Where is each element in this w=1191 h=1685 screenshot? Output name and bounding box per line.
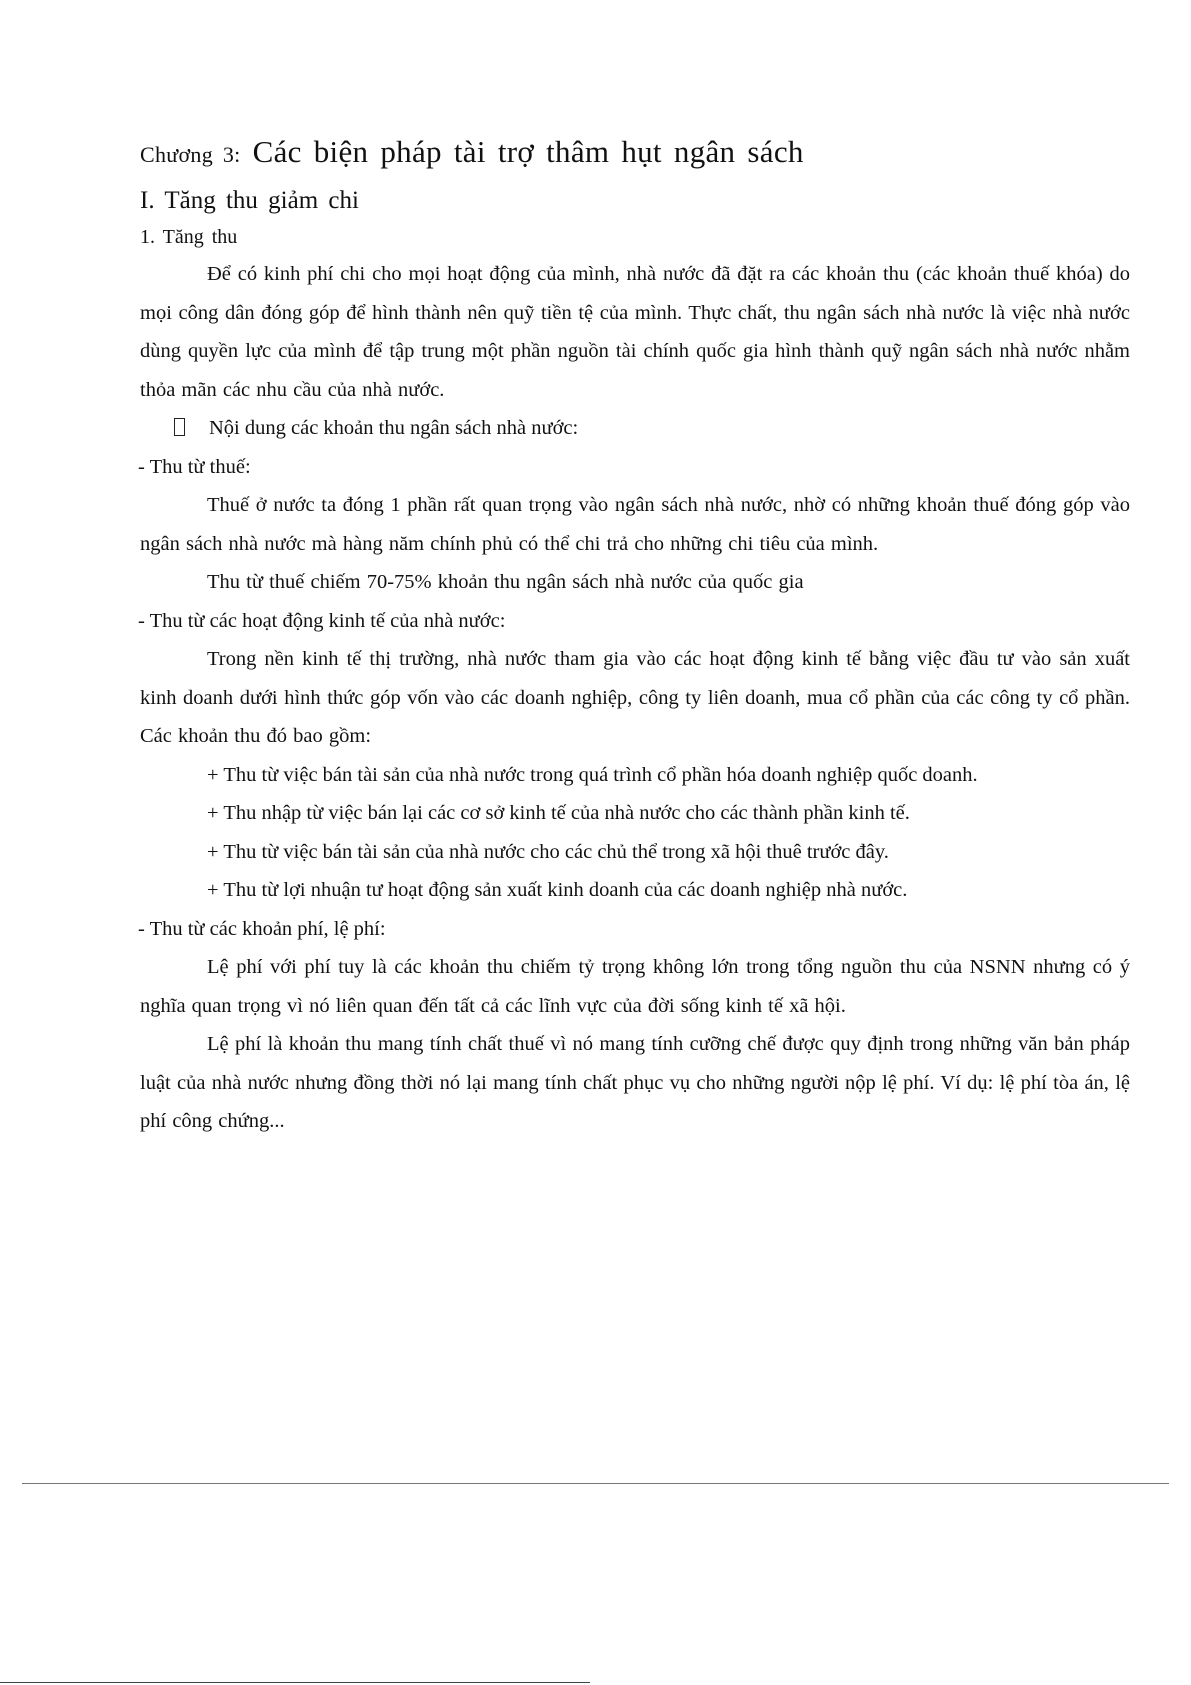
subsection-title: 1. Tăng thu: [140, 226, 238, 248]
economic-list-item: + Thu từ việc bán tài sản của nhà nước cho các chủ thể trong xã hội thuê trước đây.: [207, 840, 889, 863]
chapter-title-text: Các biện pháp tài trợ thâm hụt ngân sách: [252, 134, 804, 169]
bullet-item: [174, 409, 1130, 448]
economic-heading: - Thu từ các hoạt động kinh tế của nhà nước:: [138, 609, 506, 632]
fee-heading: - Thu từ các khoản phí, lệ phí:: [138, 917, 386, 940]
tax-paragraph-1: Thuế ở nước ta đóng 1 phần rất quan trọng vào ngân sách nhà nước, nhờ có những khoản thuế đóng góp vào ngân sách nhà nước mà hàng năm chính phủ có thể chi trả cho những chi tiêu của mình.: [140, 494, 1130, 555]
document-body: [140, 128, 1130, 1141]
economic-paragraph: Trong nền kinh tế thị trường, nhà nước tham gia vào các hoạt động kinh tế bằng việc đầu tư vào sản xuất kinh doanh dưới hình thức góp vốn vào các doanh nghiệp, công ty liên doanh, mua cổ phần của các công ty cổ phần. Các khoản thu đó bao gồm:: [140, 648, 1130, 747]
chapter-prefix: Chương 3:: [140, 142, 241, 167]
fee-paragraph-2: Lệ phí là khoản thu mang tính chất thuế vì nó mang tính cưỡng chế được quy định trong những văn bản pháp luật của nhà nước nhưng đồng thời nó lại mang tính chất phục vụ cho những người nộp lệ phí. Ví dụ: lệ phí tòa án, lệ phí công chứng...: [140, 1033, 1130, 1132]
bullet-text: Nội dung các khoản thu ngân sách nhà nước:: [209, 417, 579, 439]
section-title: I. Tăng thu giảm chi: [140, 187, 359, 214]
economic-list-item: + Thu từ lợi nhuận tư hoạt động sản xuất kinh doanh của các doanh nghiệp nhà nước.: [207, 879, 908, 901]
fee-paragraph-1: Lệ phí với phí tuy là các khoản thu chiếm tỷ trọng không lớn trong tổng nguồn thu của NSNN nhưng có ý nghĩa quan trọng vì nó liên quan đến tất cả các lĩnh vực của đời sống kinh tế xã hội.: [140, 956, 1130, 1017]
footnote-rule: [0, 1682, 590, 1683]
bullet-box-icon: [174, 418, 185, 436]
economic-list-item: + Thu nhập từ việc bán lại các cơ sở kinh tế của nhà nước cho các thành phần kinh tế.: [207, 802, 910, 824]
chapter-title: [140, 128, 1130, 179]
tax-paragraph-2: Thu từ thuế chiếm 70-75% khoản thu ngân sách nhà nước của quốc gia: [207, 571, 804, 593]
tax-heading: - Thu từ thuế:: [138, 455, 251, 478]
intro-paragraph: Để có kinh phí chi cho mọi hoạt động của mình, nhà nước đã đặt ra các khoản thu (các khoản thuế khóa) do mọi công dân đóng góp để hình thành nên quỹ tiền tệ của mình. Thực chất, thu ngân sách nhà nước là việc nhà nước dùng quyền lực của mình để tập trung một phần nguồn tài chính quốc gia hình thành quỹ ngân sách nhà nước nhằm thỏa mãn các nhu cầu của nhà nước.: [140, 263, 1130, 401]
page-divider: [22, 1483, 1169, 1484]
economic-list-item: + Thu từ việc bán tài sản của nhà nước trong quá trình cổ phần hóa doanh nghiệp quốc doanh.: [207, 763, 978, 786]
